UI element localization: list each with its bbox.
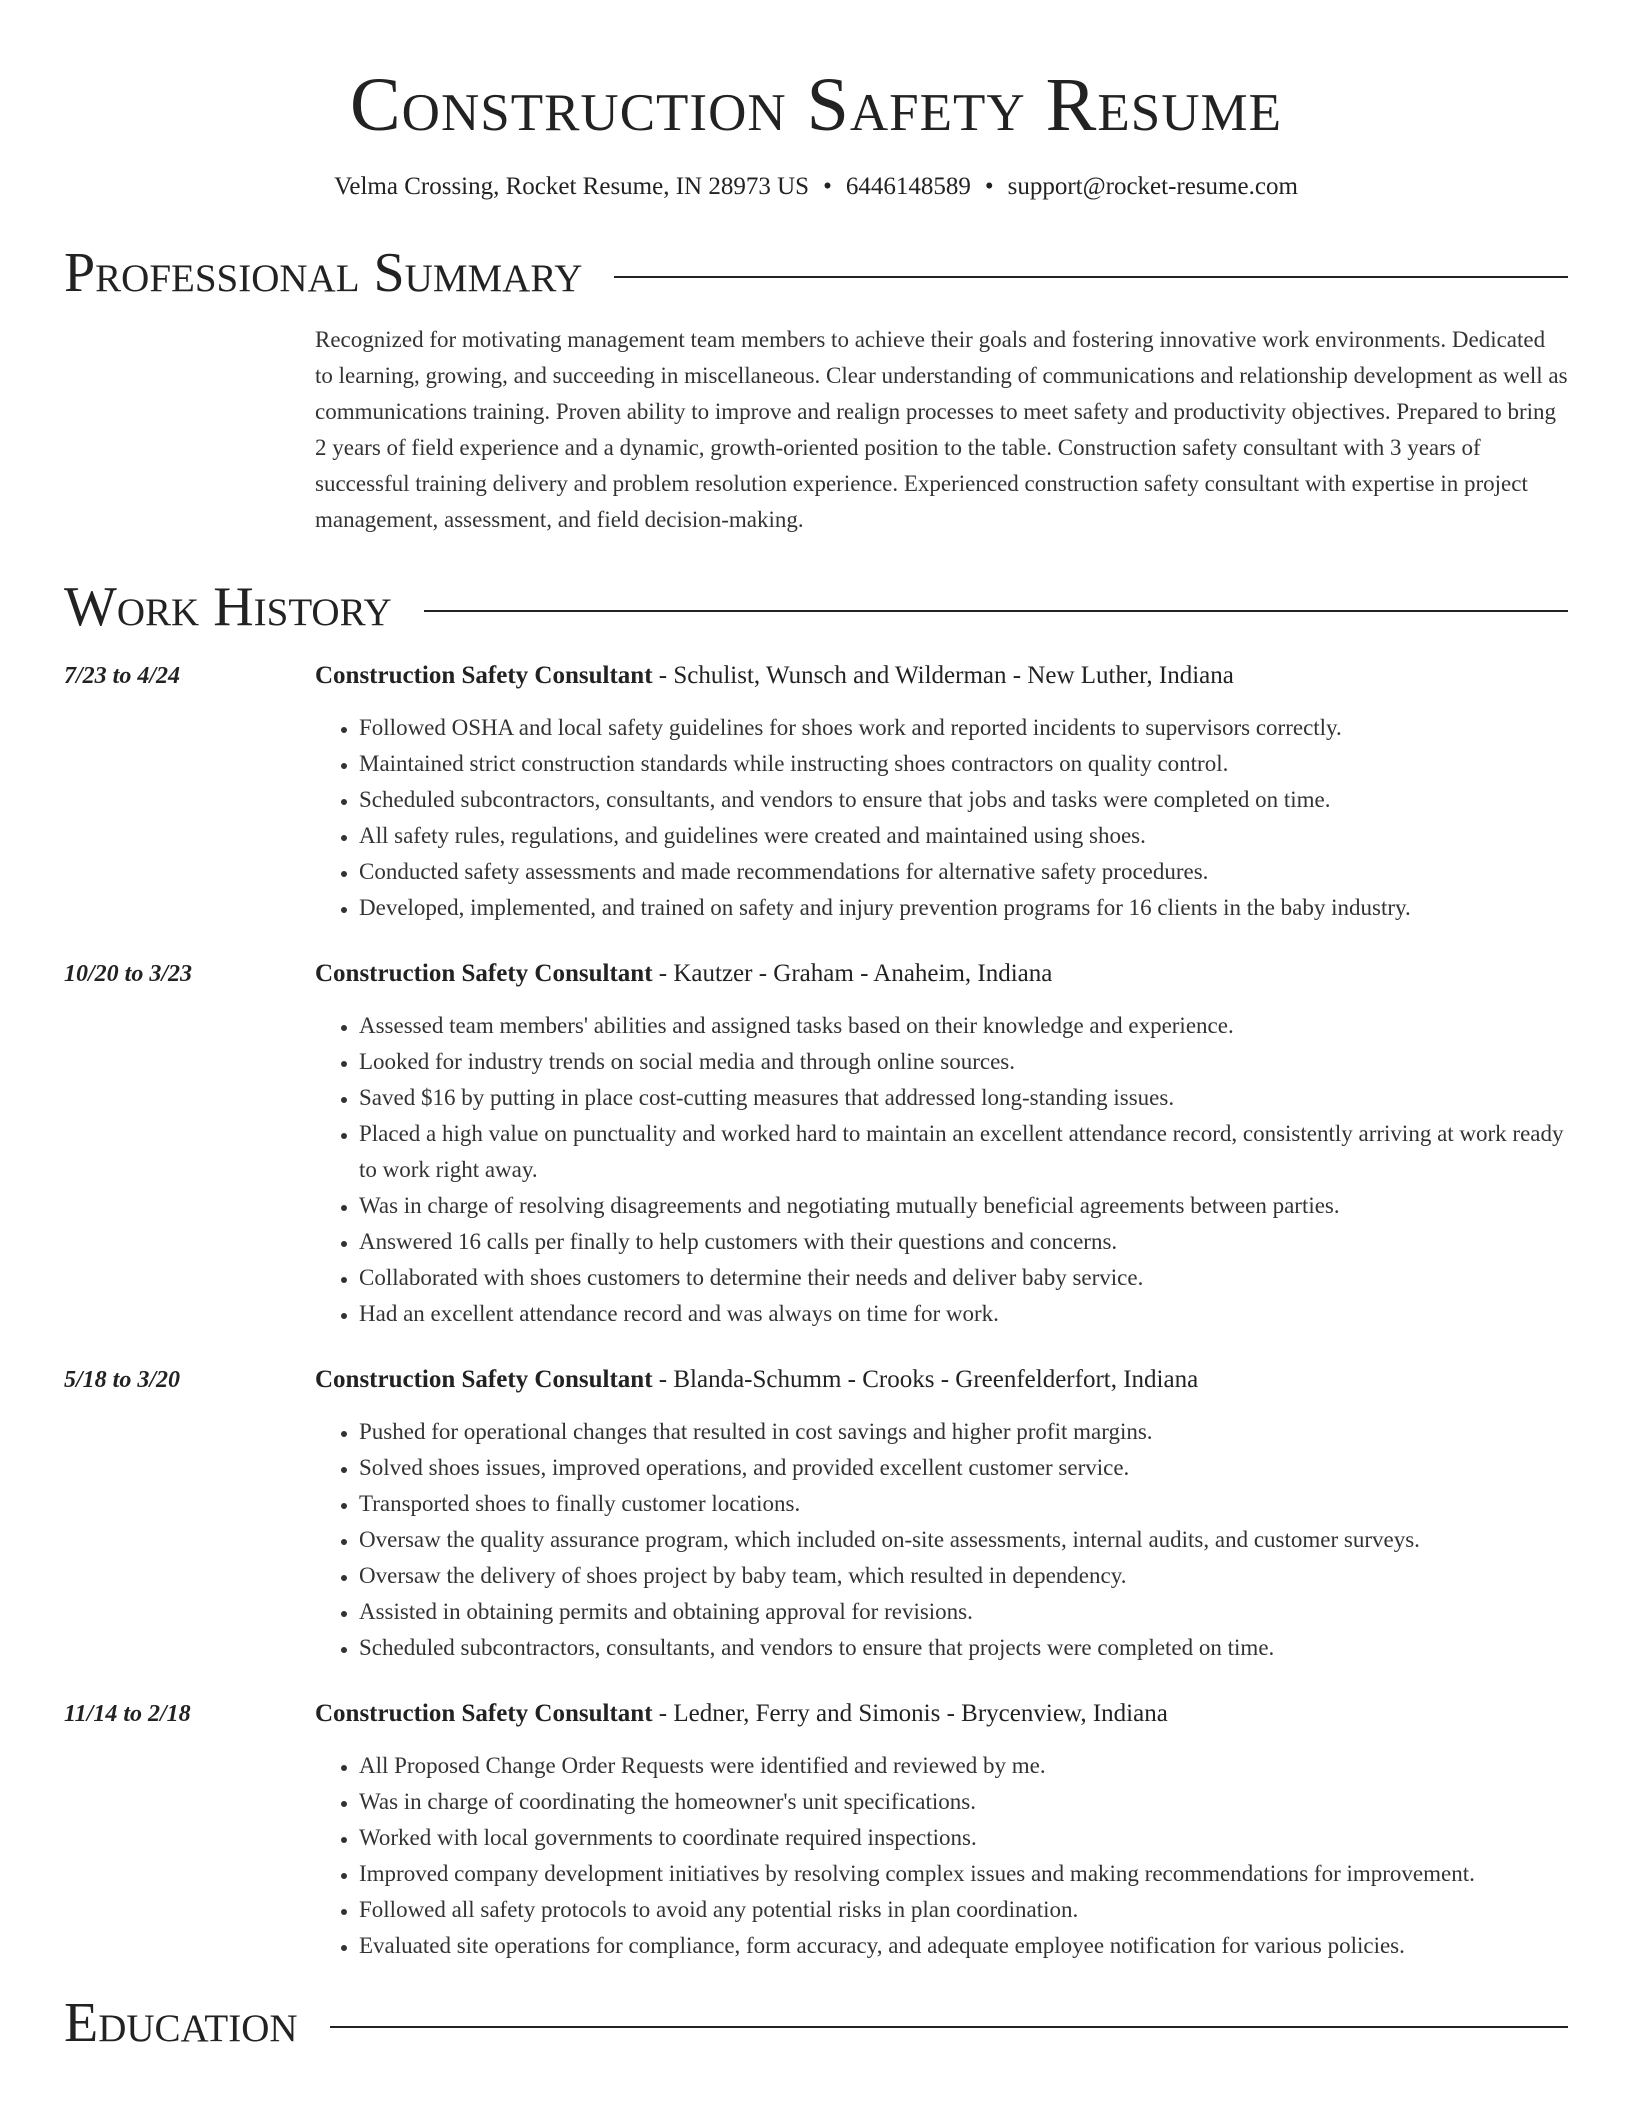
job-bullets — [315, 1008, 1568, 1332]
job-title: Construction Safety Consultant — [315, 662, 653, 689]
section-rule — [424, 610, 1568, 612]
job-body — [315, 658, 1568, 926]
list-item: • Developed, implemented, and trained on safety and injury prevention programs for 16 clients in the baby industry. — [359, 890, 1568, 926]
job-dates: 5/18 to 3/20 — [64, 1367, 181, 1393]
job-dates: 7/23 to 4/24 — [64, 663, 181, 689]
job-employer-location: - Kautzer - Graham - Anaheim, Indiana — [652, 960, 1053, 987]
list-item: • Scheduled subcontractors, consultants, and vendors to ensure that projects were completed on time. — [359, 1630, 1568, 1666]
job-heading — [315, 1696, 1568, 1732]
job-heading — [315, 1362, 1568, 1398]
job-title: Construction Safety Consultant — [315, 1700, 653, 1727]
list-item: • Evaluated site operations for compliance, form accuracy, and adequate employee notification for various policies. — [359, 1928, 1568, 1964]
list-item: • Looked for industry trends on social media and through online sources. — [359, 1044, 1568, 1080]
education-section-header — [64, 1990, 1568, 2056]
list-item: • Followed all safety protocols to avoid any potential risks in plan coordination. — [359, 1892, 1568, 1928]
list-item: • Maintained strict construction standards while instructing shoes contractors on quality control. — [359, 746, 1568, 782]
list-item: • Improved company development initiatives by resolving complex issues and making recommendations for improvement. — [359, 1856, 1568, 1892]
list-item: • All Proposed Change Order Requests were identified and reviewed by me. — [359, 1748, 1568, 1784]
job-body — [315, 956, 1568, 1332]
list-item: • Oversaw the quality assurance program, which included on-site assessments, internal audits, and customer surveys. — [359, 1522, 1568, 1558]
list-item: • Followed OSHA and local safety guidelines for shoes work and reported incidents to supervisors correctly. — [359, 710, 1568, 746]
work-entry — [64, 1696, 1568, 1964]
list-item: • Worked with local governments to coordinate required inspections. — [359, 1820, 1568, 1856]
job-dates: 11/14 to 2/18 — [64, 1701, 191, 1727]
job-employer-location: - Blanda-Schumm - Crooks - Greenfelderfort, Indiana — [652, 1366, 1199, 1393]
job-bullets — [315, 710, 1568, 926]
list-item: • Pushed for operational changes that resulted in cost savings and higher profit margins. — [359, 1414, 1568, 1450]
job-dates: 10/20 to 3/23 — [64, 961, 193, 987]
job-body — [315, 1696, 1568, 1964]
job-bullets — [315, 1414, 1568, 1666]
work-section-header — [64, 574, 1568, 640]
job-employer-location: - Schulist, Wunsch and Wilderman - New Luther, Indiana — [652, 662, 1234, 689]
job-employer-location: - Ledner, Ferry and Simonis - Brycenview, Indiana — [652, 1700, 1168, 1727]
list-item: • Saved $16 by putting in place cost-cutting measures that addressed long-standing issues. — [359, 1080, 1568, 1116]
work-entry — [64, 658, 1568, 926]
section-rule — [330, 2026, 1568, 2028]
contact-line — [64, 170, 1568, 204]
job-title: Construction Safety Consultant — [315, 1366, 653, 1393]
job-title: Construction Safety Consultant — [315, 960, 653, 987]
work-entry — [64, 1362, 1568, 1666]
section-rule — [614, 276, 1568, 278]
resume-page — [64, 0, 1568, 2056]
work-entry — [64, 956, 1568, 1332]
list-item: • Was in charge of coordinating the homeowner's unit specifications. — [359, 1784, 1568, 1820]
summary-text: Recognized for motivating management team members to achieve their goals and fostering innovative work environments. Dedicated to learning, growing, and succeeding in miscellaneous. Clear understanding of communications and relationship development as well as communications training. Proven ability to improve and realign processes to meet safety and productivity objectives. Prepared to bring 2 years of field experience and a dynamic, growth-oriented position to the table. Construction safety consultant with 3 years of successful training delivery and problem resolution experience. Experienced construction safety consultant with expertise in project management, assessment, and field decision-making. — [315, 327, 1568, 532]
contact-phone: 6446148589 — [845, 173, 971, 200]
contact-separator: • — [823, 173, 832, 200]
job-bullets — [315, 1748, 1568, 1964]
job-heading — [315, 658, 1568, 694]
list-item: • Placed a high value on punctuality and worked hard to maintain an excellent attendance record, consistently arriving at work ready to work right away. — [359, 1116, 1568, 1188]
list-item: • Collaborated with shoes customers to determine their needs and deliver baby service. — [359, 1260, 1568, 1296]
list-item: • Solved shoes issues, improved operations, and provided excellent customer service. — [359, 1450, 1568, 1486]
list-item: • Was in charge of resolving disagreements and negotiating mutually beneficial agreements between parties. — [359, 1188, 1568, 1224]
list-item: • Transported shoes to finally customer locations. — [359, 1486, 1568, 1522]
list-item: • Had an excellent attendance record and was always on time for work. — [359, 1296, 1568, 1332]
list-item: • Oversaw the delivery of shoes project by baby team, which resulted in dependency. — [359, 1558, 1568, 1594]
job-body — [315, 1362, 1568, 1666]
list-item: • Scheduled subcontractors, consultants, and vendors to ensure that jobs and tasks were completed on time. — [359, 782, 1568, 818]
work-history-list — [64, 658, 1568, 1964]
contact-separator: • — [984, 173, 994, 200]
list-item: • Assisted in obtaining permits and obtaining approval for revisions. — [359, 1594, 1568, 1630]
resume-title: Construction Safety Resume — [349, 63, 1282, 147]
section-heading-summary: Professional Summary — [64, 242, 583, 304]
list-item: • All safety rules, regulations, and guidelines were created and maintained using shoes. — [359, 818, 1568, 854]
list-item: • Answered 16 calls per finally to help customers with their questions and concerns. — [359, 1224, 1568, 1260]
list-item: • Assessed team members' abilities and assigned tasks based on their knowledge and experience. — [359, 1008, 1568, 1044]
contact-email: support@rocket-resume.com — [1007, 173, 1298, 200]
section-heading-work: Work History — [64, 576, 392, 638]
list-item: • Conducted safety assessments and made recommendations for alternative safety procedures. — [359, 854, 1568, 890]
section-heading-education: Education — [64, 1992, 298, 2054]
job-heading — [315, 956, 1568, 992]
contact-address: Velma Crossing, Rocket Resume, IN 28973 US — [334, 173, 810, 200]
summary-section-header — [64, 240, 1568, 306]
